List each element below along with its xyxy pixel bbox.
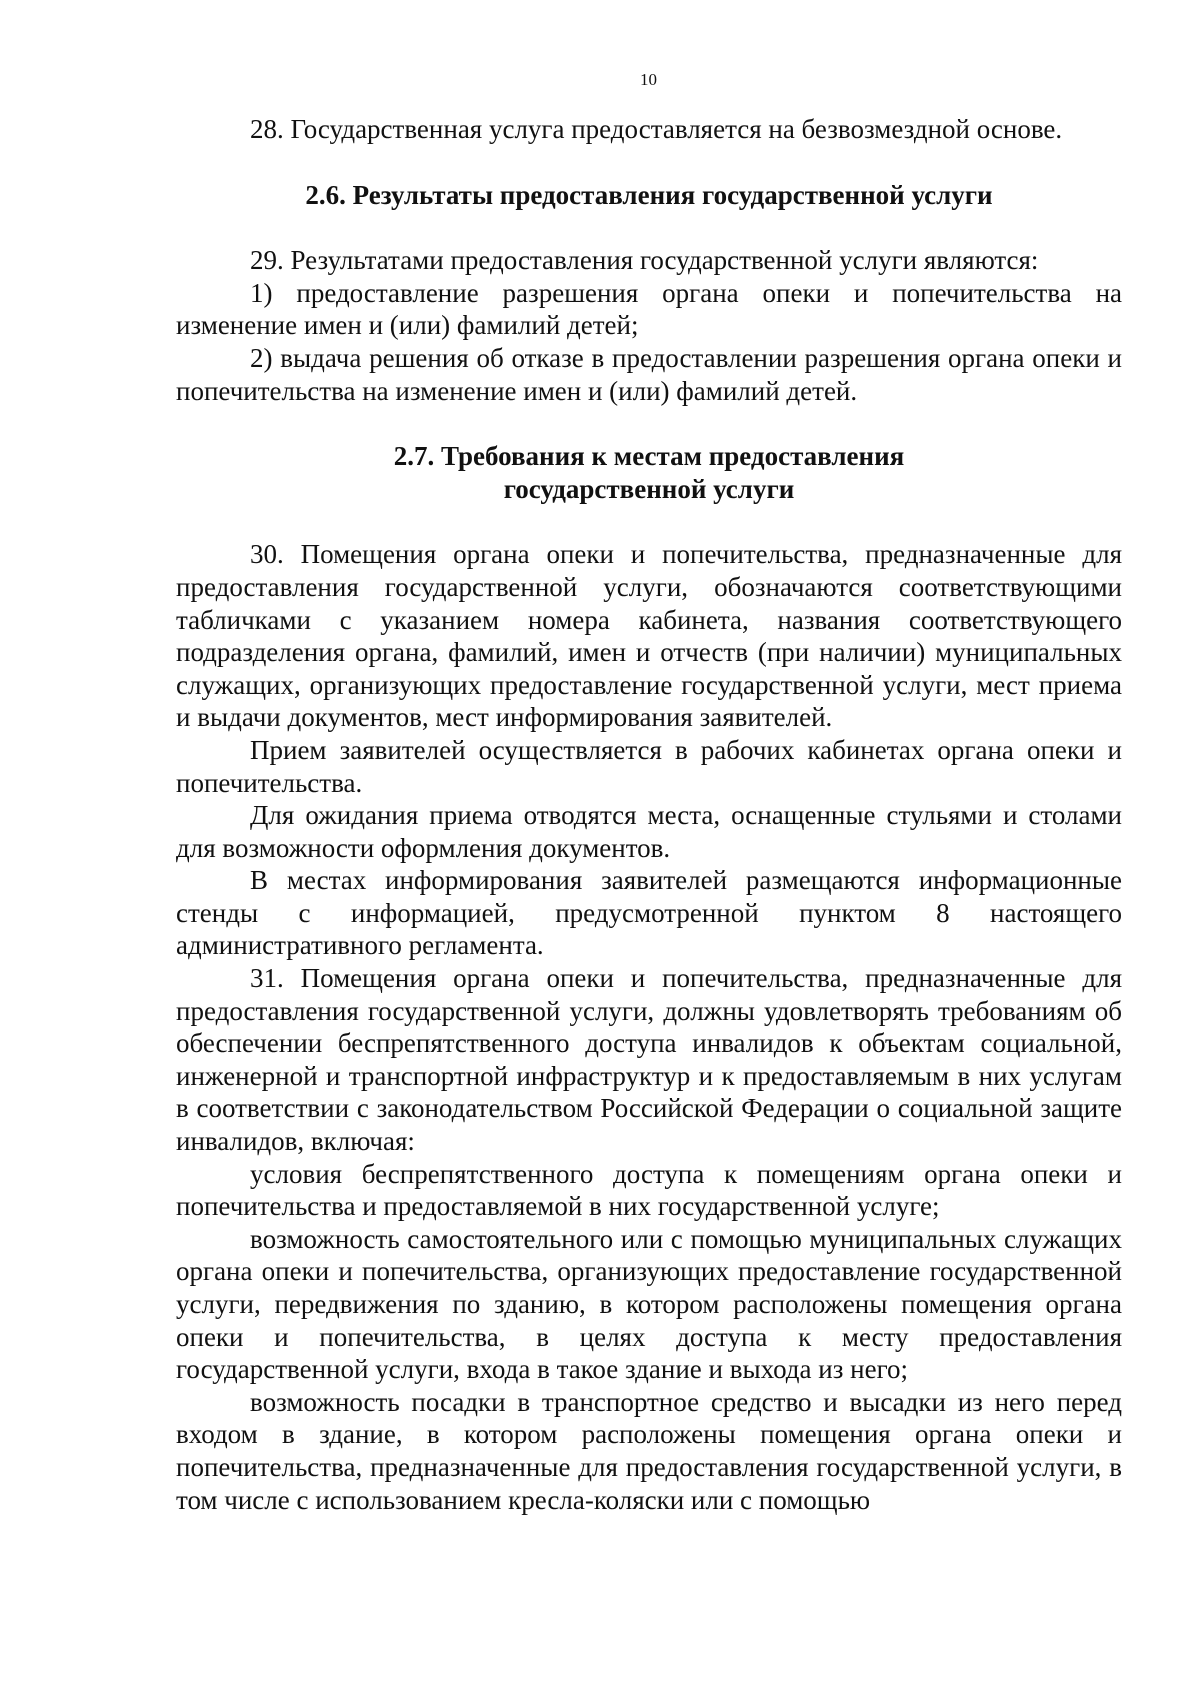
paragraph-29: 29. Результатами предоставления государственной услуги являются: — [250, 245, 1039, 276]
section-heading-2-7-line-2: государственной услуги — [503, 473, 795, 504]
paragraph-28: 28. Государственная услуга предоставляется на безвозмездной основе. — [250, 114, 1063, 144]
paragraph-30-waiting: Для ожидания приема отводятся места, оснащенные стульями и столами для возможности оформления документов. — [176, 800, 1122, 863]
paragraph-29-item-2: 2) выдача решения об отказе в предоставлении разрешения органа опеки и попечительства на изменение имен и (или) фамилий детей. — [176, 342, 1122, 406]
paragraph-31: 31. Помещения органа опеки и попечительства, предназначенные для предоставления государственной услуги, должны удовлетворять требованиям об обеспечении беспрепятственного доступа инвалидов к объектам социальной, инженерной и транспортной инфраструктур и к предоставляемым в них услугам в соответствии с законодательством Российской Федерации о социальной защите инвалидов, включая: — [176, 963, 1122, 1157]
paragraph-31-transport: возможность посадки в транспортное средство и высадки из него перед входом в здание, в котором расположены помещения органа опеки и попечительства, предназначенные для предоставления государственной услуги, в том числе с использованием кресла-коляски или с помощью — [176, 1386, 1122, 1515]
paragraph-30-reception: Прием заявителей осуществляется в рабочих кабинетах органа опеки и попечительства. — [176, 734, 1122, 798]
section-heading-2-6: 2.6. Результаты предоставления государственной услуги — [305, 179, 993, 210]
paragraph-30: 30. Помещения органа опеки и попечительства, предназначенные для предоставления государственной услуги, обозначаются соответствующими табличками с указанием номера кабинета, названия соответствующего подразделения органа, фамилий, имен и отчеств (при наличии) муниципальных служащих, организующих предоставление государственной услуги, мест приема и выдачи документов, мест информирования заявителей. — [176, 539, 1122, 733]
paragraph-30-info-stands: В местах информирования заявителей размещаются информационные стенды с информацией, предусмотренной пунктом 8 настоящего административного регламента. — [176, 865, 1122, 961]
paragraph-29-item-1: 1) предоставление разрешения органа опеки и попечительства на изменение имен и (или) фамилий детей; — [176, 277, 1122, 341]
document-body — [176, 113, 1122, 1516]
paragraph-31-movement: возможность самостоятельного или с помощью муниципальных служащих органа опеки и попечительства, организующих предоставление государственной услуги, передвижения по зданию, в котором расположены помещения органа опеки и попечительства, в целях доступа к месту предоставления государственной услуги, входа в такое здание и выхода из него; — [176, 1223, 1122, 1385]
section-heading-2-7-line-1: 2.7. Требования к местам предоставления — [393, 441, 905, 472]
paragraph-31-access-conditions: условия беспрепятственного доступа к помещениям органа опеки и попечительства и предоставляемой в них государственной услуге; — [176, 1158, 1122, 1222]
page-number: 10 — [640, 70, 657, 89]
